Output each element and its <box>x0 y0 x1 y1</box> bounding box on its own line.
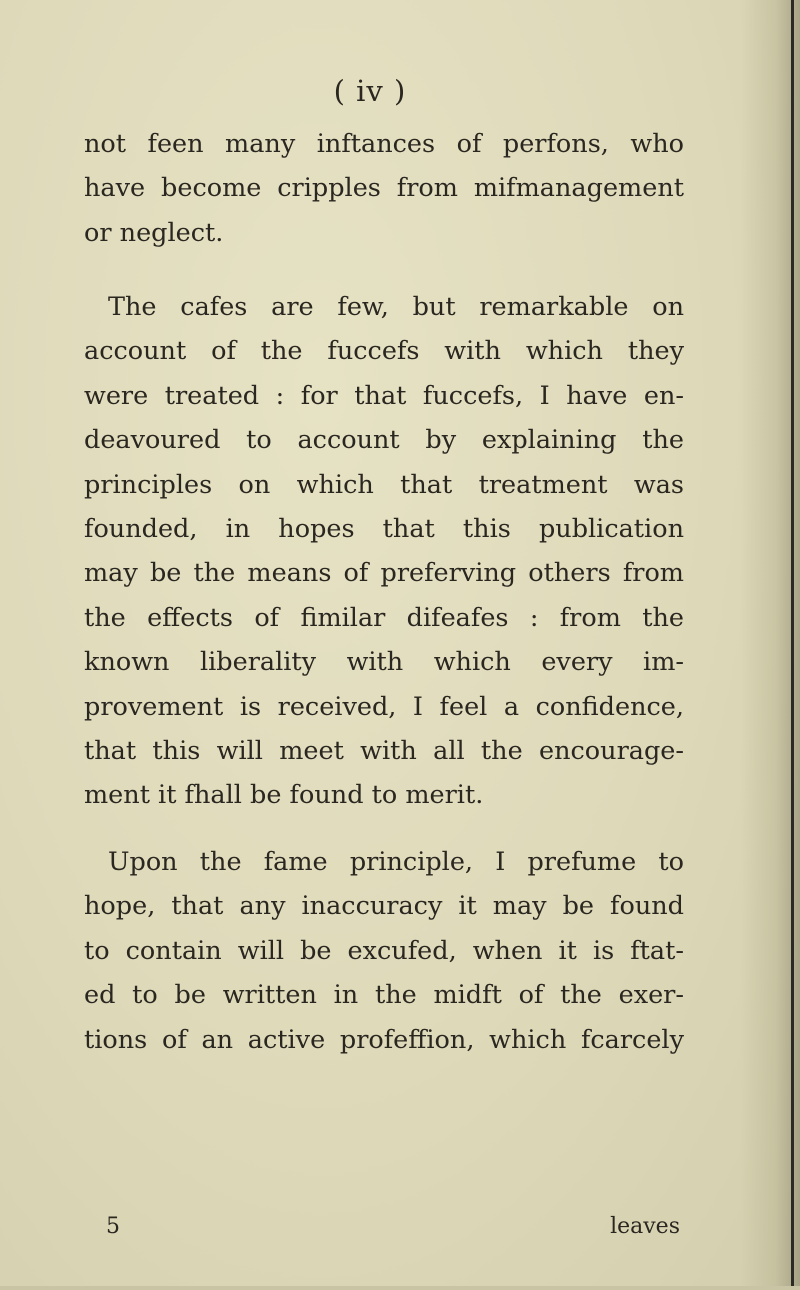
text-line: Upon the fame principle, I prefume to <box>108 847 684 877</box>
text-line: tions of an active profeffion, which fcarcely <box>84 1024 684 1055</box>
text-line: provement is received, I feel a confidence, <box>84 691 684 722</box>
text-line: were treated : for that fuccefs, I have en- <box>84 380 684 411</box>
signature-mark: 5 <box>106 1214 120 1239</box>
text-line: hope, that any inaccuracy it may be found <box>84 891 684 922</box>
text-line: known liberality with which every im- <box>84 647 684 678</box>
text-line: deavoured to account by explaining the <box>84 425 684 456</box>
page-number: ( iv ) <box>333 74 407 108</box>
paragraph-1 <box>84 122 684 255</box>
page-edge <box>791 0 794 1290</box>
paragraph-2 <box>84 285 684 818</box>
text-line: not feen many inftances of perfons, who <box>84 129 684 159</box>
catchword: leaves <box>610 1214 680 1239</box>
text-line: the effects of fimilar difeafes : from the <box>84 602 684 633</box>
text-line: ment it fhall be found to merit. <box>84 780 484 811</box>
text-line: The cafes are few, but remarkable on <box>108 292 684 322</box>
text-line: ed to be written in the midft of the exer- <box>84 980 684 1011</box>
text-line: may be the means of preferving others from <box>84 558 684 589</box>
text-line: founded, in hopes that this publication <box>84 514 684 545</box>
paragraph-3 <box>84 840 684 1062</box>
text-line: account of the fuccefs with which they <box>84 336 684 367</box>
text-line: to contain will be excufed, when it is ftat- <box>84 935 684 966</box>
page-bottom-edge <box>0 1286 800 1290</box>
text-line: or neglect. <box>84 217 224 248</box>
text-line: have become cripples from mifmanagement <box>84 173 684 204</box>
text-line: that this will meet with all the encourage- <box>84 736 684 767</box>
text-line: principles on which that treatment was <box>84 469 684 500</box>
